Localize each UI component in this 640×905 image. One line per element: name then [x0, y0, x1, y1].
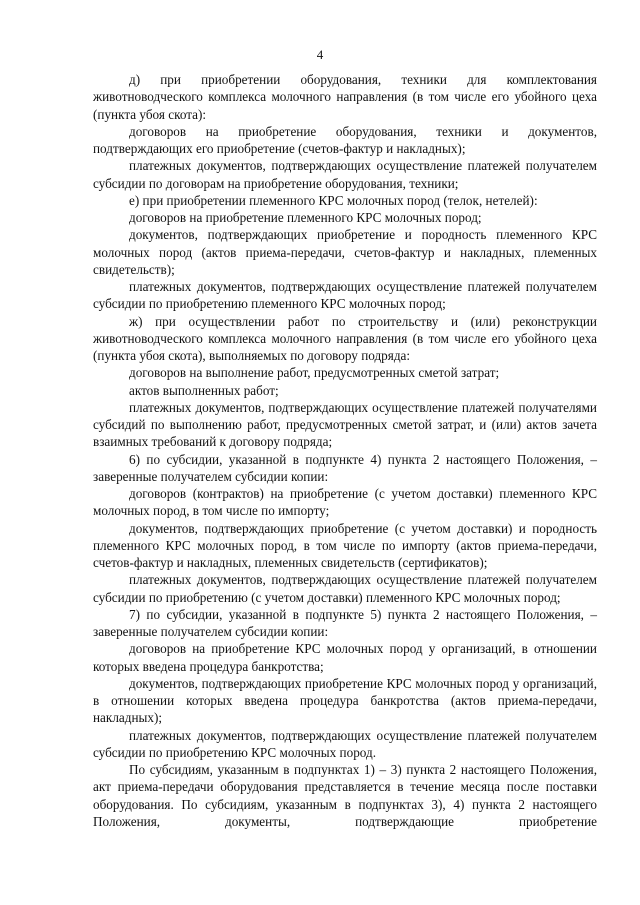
- paragraph: платежных документов, подтверждающих осуществление платежей получателем субсидии по приобретению КРС молочных пород.: [93, 727, 597, 760]
- paragraph: платежных документов, подтверждающих осуществление платежей получателем субсидии по приобретению (с учетом доставки) племенного КРС молочных пород;: [93, 572, 597, 605]
- paragraph: договоров на приобретение КРС молочных пород у организаций, в отношении которых введена процедура банкротства;: [93, 641, 597, 674]
- paragraph: платежных документов, подтверждающих осуществление платежей получателем субсидии по приобретению племенного КРС молочных пород;: [93, 279, 597, 312]
- paragraph: 7) по субсидии, указанной в подпункте 5) пункта 2 настоящего Положения, – заверенные получателем субсидии копии:: [93, 606, 597, 639]
- page-number: 4: [316, 47, 324, 62]
- paragraph: документов, подтверждающих приобретение КРС молочных пород у организаций, в отношении которых введена процедура банкротства (актов приема-передачи, накладных);: [93, 675, 597, 726]
- paragraph: платежных документов, подтверждающих осуществление платежей получателем субсидии по договорам на приобретение оборудования, техники;: [93, 158, 597, 191]
- paragraph: ж) при осуществлении работ по строительству и (или) реконструкции животноводческого комплекса молочного направления (в том числе его убойного цеха (пункта убоя скота), выполняемых по договору подряда:: [93, 313, 597, 363]
- paragraph: договоров на выполнение работ, предусмотренных сметой затрат;: [129, 365, 500, 381]
- paragraph: платежных документов, подтверждающих осуществление платежей получателями субсидий по выполнению работ, предусмотренных сметой затрат, и (или) актов зачета взаимных требований к договору подряда;: [93, 399, 597, 450]
- paragraph: договоров на приобретение племенного КРС молочных пород;: [129, 210, 482, 225]
- paragraph: договоров на приобретение оборудования, техники и документов, подтверждающих его приобретение (счетов-фактур и накладных);: [93, 123, 597, 156]
- paragraph: документов, подтверждающих приобретение (с учетом доставки) и породность племенного КРС молочных пород, в том числе по импорту (актов приема-передачи, счетов-фактур и накладных, племенных свидетельств (сертификатов);: [93, 520, 597, 570]
- paragraph: По субсидиям, указанным в подпунктах 1) – 3) пункта 2 настоящего Положения, акт приема-передачи оборудования представляется в течение месяца после поставки оборудования. По субсидиям, указанным в подпунктах 3), 4) пункта 2 настоящего Положения, документы, подтверждающие приобретение: [93, 762, 597, 829]
- paragraph: 6) по субсидии, указанной в подпункте 4) пункта 2 настоящего Положения, – заверенные получателем субсидии копии:: [93, 451, 597, 484]
- paragraph: д) при приобретении оборудования, техники для комплектования животноводческого комплекса молочного направления (в том числе его убойного цеха (пункта убоя скота):: [93, 72, 597, 122]
- paragraph: актов выполненных работ;: [129, 382, 279, 398]
- paragraph: документов, подтверждающих приобретение и породность племенного КРС молочных пород (актов приема-передачи, счетов-фактур и накладных, племенных свидетельств);: [93, 227, 597, 277]
- paragraph: е) при приобретении племенного КРС молочных пород (телок, нетелей):: [129, 192, 538, 208]
- body-text: [93, 71, 597, 830]
- paragraph: договоров (контрактов) на приобретение (с учетом доставки) племенного КРС молочных пород, в том числе по импорту;: [93, 486, 597, 519]
